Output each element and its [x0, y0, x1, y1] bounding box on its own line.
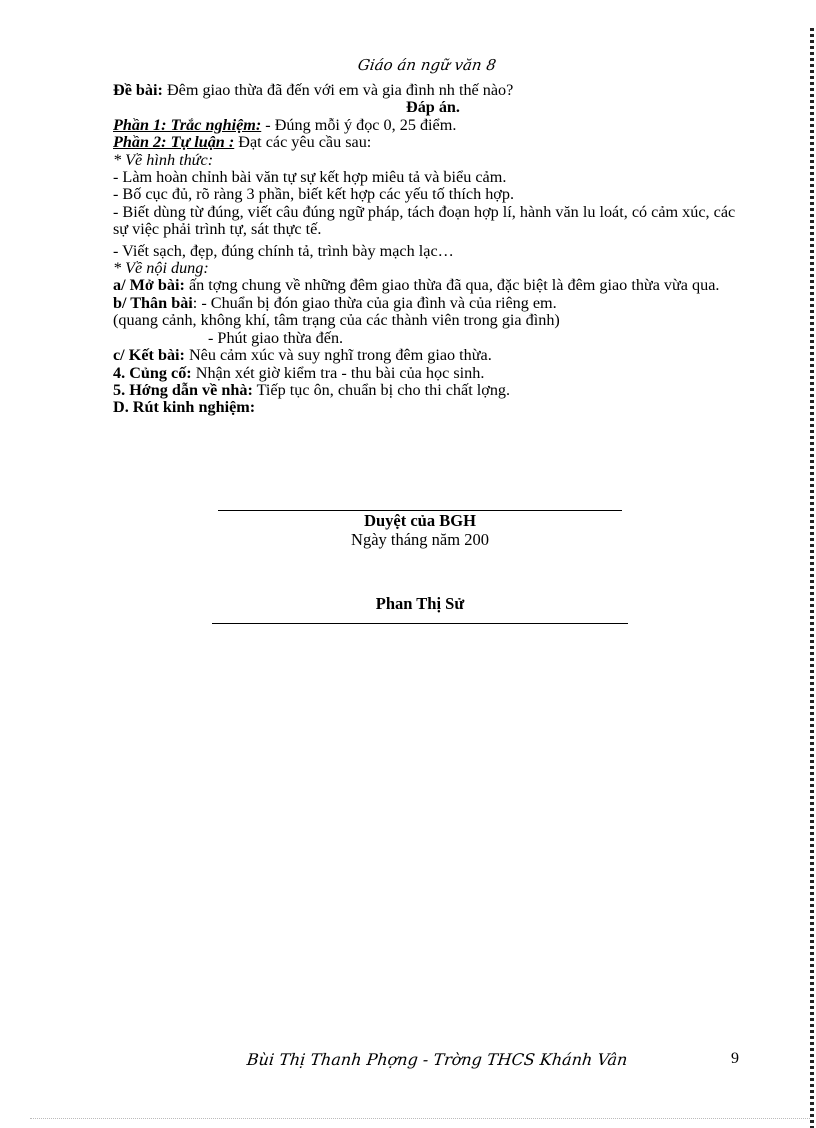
part2-text: Đạt các yêu cầu sau:	[234, 133, 372, 152]
homework-section	[113, 382, 753, 399]
lessons-heading: D. Rút kinh nghiệm:	[113, 398, 256, 417]
document-body	[113, 82, 753, 417]
body-item: - Phút giao thừa đến.	[208, 328, 344, 347]
part1-label: Phần 1: Trắc nghiệm:	[113, 115, 262, 134]
assignment-text: Đêm giao thừa đã đến với em và gia đình nh thế nào?	[162, 81, 514, 99]
form-item: - Biết dùng từ đúng, viết câu đúng ngữ pháp, tách đoạn hợp lí, hành văn lu loát, có cảm xúc, các sự việc phải trình tự, sát thực tế.	[113, 202, 736, 239]
page-footer: Bùi Thị Thanh Phợng - Trờng THCS Khánh Vân	[246, 1050, 629, 1069]
part2-line	[113, 134, 753, 151]
page-border-right	[810, 28, 814, 1128]
signer-name: Phan Thị Sử	[375, 594, 465, 613]
intro-text: ấn tợng chung về những đêm giao thừa đã qua, đặc biệt là đêm giao thừa vừa qua.	[184, 276, 720, 295]
intro-label: a/ Mở bài:	[113, 276, 185, 295]
form-item: - Làm hoàn chỉnh bài văn tự sự kết hợp miêu tả và biểu cảm.	[113, 168, 507, 187]
part2-label: Phần 2: Tự luận :	[113, 133, 235, 152]
page-header: Giáo án ngữ văn 8	[356, 56, 498, 74]
conclusion-label: c/ Kết bài:	[113, 346, 185, 365]
consolidation-label: 4. Củng cố:	[113, 363, 192, 382]
consolidation-section	[113, 365, 753, 382]
body-label: b/ Thân bài	[113, 293, 193, 312]
conclusion-text: Nêu cảm xúc và suy nghĩ trong đêm giao thừa.	[184, 346, 492, 365]
conclusion-section	[113, 347, 753, 364]
body-section	[113, 295, 753, 312]
page-border-bottom	[30, 1118, 810, 1120]
content-heading: * Về nội dung:	[113, 259, 209, 278]
answer-heading: Đáp án.	[406, 98, 460, 117]
body-text: : - Chuẩn bị đón giao thừa của gia đình và của riêng em.	[192, 293, 557, 312]
signature-rule	[212, 623, 628, 624]
approval-block	[218, 510, 622, 549]
form-item: - Viết sạch, đẹp, đúng chính tả, trình bày mạch lạc…	[113, 241, 454, 260]
body-note: (quang cảnh, không khí, tâm trạng của các thành viên trong gia đình)	[113, 311, 560, 330]
assignment-line	[113, 82, 753, 99]
page-number: 9	[731, 1050, 739, 1067]
form-item: - Bố cục đủ, rõ ràng 3 phần, biết kết hợp các yếu tố thích hợp.	[113, 185, 515, 204]
signature-block	[212, 594, 628, 624]
part1-text: - Đúng mỗi ý đọc 0, 25 điểm.	[261, 115, 457, 134]
approval-date-line: Ngày tháng năm 200	[351, 530, 489, 549]
assignment-label: Đề bài:	[113, 81, 163, 99]
form-heading: * Về hình thức:	[113, 150, 214, 169]
consolidation-text: Nhận xét giờ kiểm tra - thu bài của học sinh.	[191, 363, 485, 382]
part1-line	[113, 117, 753, 134]
homework-text: Tiếp tục ôn, chuẩn bị cho thi chất lợng.	[252, 380, 511, 399]
homework-label: 5. Hớng dẫn về nhà:	[113, 380, 253, 399]
intro-section	[113, 277, 753, 294]
approval-title: Duyệt của BGH	[364, 511, 476, 530]
